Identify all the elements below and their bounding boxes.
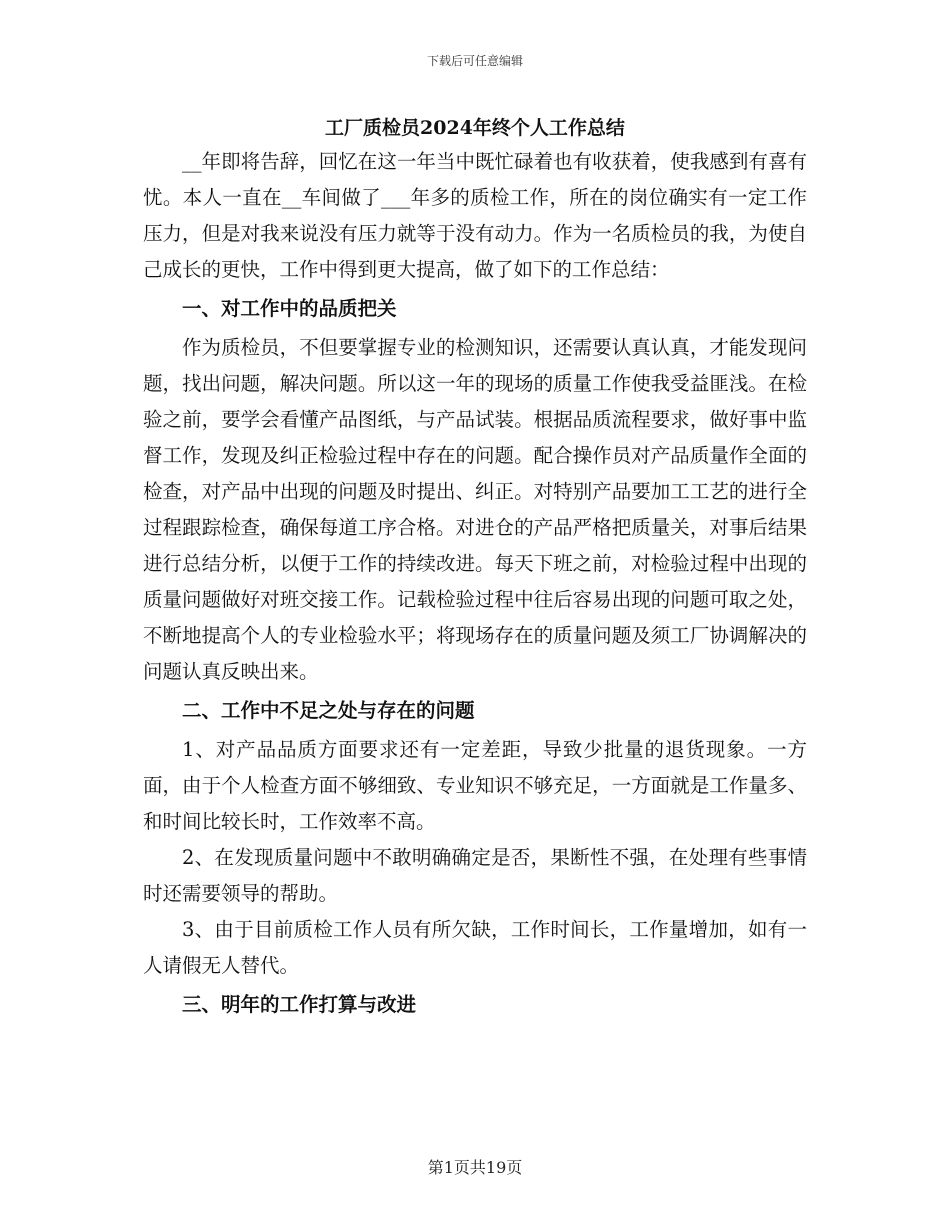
- section-2-item-3: 3、由于目前质检工作人员有所欠缺，工作时间长，工作量增加，如有一人请假无人替代。: [143, 918, 807, 977]
- section-2-item-2: 2、在发现质量问题中不敢明确确定是否，果断性不强，在处理有些事情时还需要领导的帮助。: [143, 846, 807, 905]
- section-2-heading: 二、工作中不足之处与存在的问题: [182, 699, 475, 722]
- section-2-item-1: 1、对产品品质方面要求还有一定差距，导致少批量的退货现象。一方面，由于个人检查方面不够细致、专业知识不够充足，一方面就是工作量多、和时间比较长时，工作效率不高。: [143, 738, 807, 833]
- header-note: 下载后可任意编辑: [426, 54, 523, 68]
- section-3-heading: 三、明年的工作打算与改进: [182, 993, 417, 1016]
- section-1-heading: 一、对工作中的品质把关: [182, 297, 397, 320]
- intro-paragraph: __年即将告辞，回忆在这一年当中既忙碌着也有收获着，使我感到有喜有忧。本人一直在__车间做了___年多的质检工作，所在的岗位确实有一定工作压力，但是对我来说没有压力就等于没有动力。作为一名质检员的我，为使自己成长的更快，工作中得到更大提高，做了如下的工作总结：: [143, 150, 807, 281]
- page-number: 第1页共19页: [427, 1158, 523, 1177]
- section-1-paragraph: 作为质检员，不但要掌握专业的检测知识，还需要认真认真，才能发现问题，找出问题，解决问题。所以这一年的现场的质量工作使我受益匪浅。在检验之前，要学会看懂产品图纸，与产品试装。根据品质流程要求，做好事中监督工作，发现及纠正检验过程中存在的问题。配合操作员对产品质量作全面的检查，对产品中出现的问题及时提出、纠正。对特别产品要加工工艺的进行全过程跟踪检查，确保每道工序合格。对进仓的产品严格把质量关，对事后结果进行总结分析，以便于工作的持续改进。每天下班之前，对检验过程中出现的质量问题做好对班交接工作。记载检验过程中往后容易出现的问题可取之处，不断地提高个人的专业检验水平；将现场存在的质量问题及须工厂协调解决的问题认真反映出来。: [143, 336, 807, 683]
- document-title: 工厂质检员2024年终个人工作总结: [325, 117, 625, 139]
- document-body: [143, 112, 807, 1026]
